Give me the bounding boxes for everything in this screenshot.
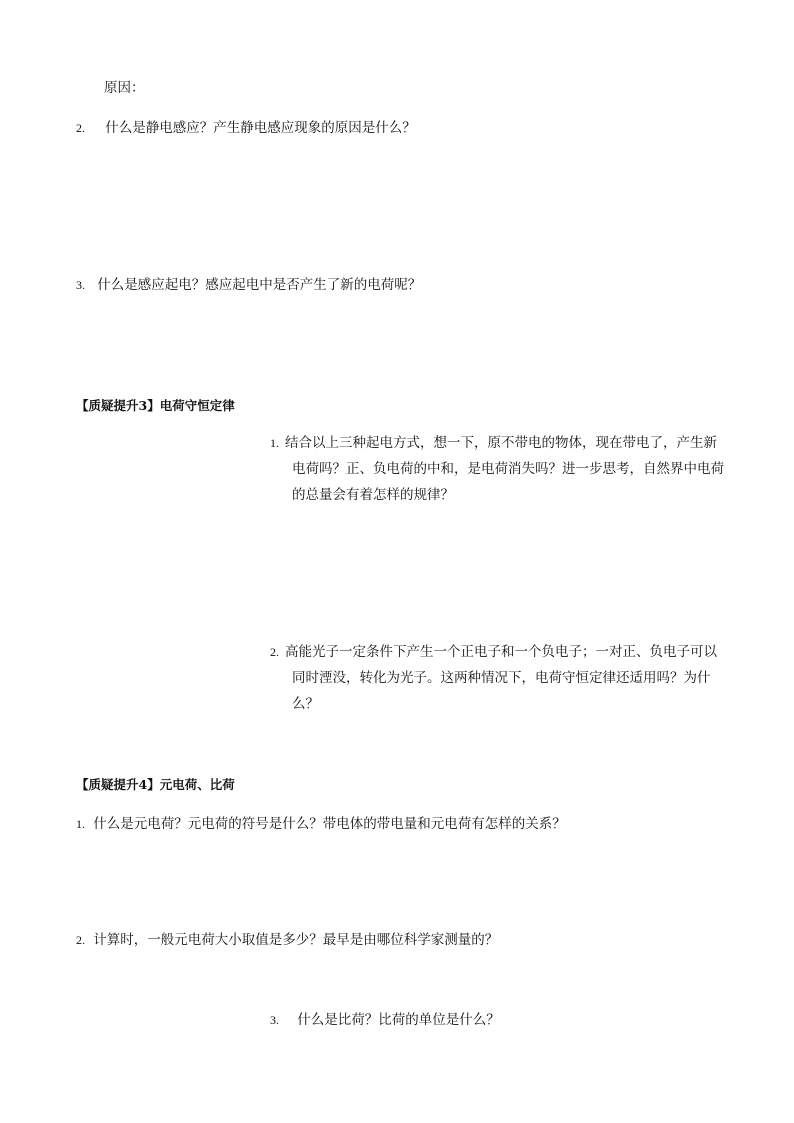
question-text: 结合以上三种起电方式，想一下，原不带电的物体，现在带电了，产生新电荷吗？正、负电荷的中和，是电荷消失吗？进一步思考，自然界中电荷的总量会有着怎样的规律？ [285,435,724,503]
question-text: 什么是静电感应？产生静电感应现象的原因是什么？ [105,120,416,136]
question-number: 3. [270,1013,279,1027]
question-number: 3. [76,278,85,292]
question-number: 2. [76,121,85,135]
question-number: 1. [270,436,279,450]
question-number: 1. [76,817,85,831]
question-1-elementary-charge [76,811,566,837]
section-heading-elementary-charge: 【质疑提升4】元电荷、比荷 [76,777,235,792]
question-text: 高能光子一定条件下产生一个正电子和一个负电子；一对正、负电子可以同时湮没，转化为光子。这两种情况下，电荷守恒定律还适用吗？为什么？ [285,644,717,712]
question-3-induction-charging [76,272,421,298]
question-number: 2. [76,933,85,947]
question-text: 计算时，一般元电荷大小取值是多少？最早是由哪位科学家测量的？ [93,932,499,948]
question-1-charge-conservation [270,430,730,508]
question-text: 什么是感应起电？感应起电中是否产生了新的电荷呢？ [97,277,422,293]
question-text: 什么是比荷？比荷的单位是什么？ [297,1012,500,1028]
question-text: 什么是元电荷？元电荷的符号是什么？带电体的带电量和元电荷有怎样的关系？ [93,816,566,832]
question-2-pair-production [270,639,730,717]
question-3-specific-charge [270,1007,500,1033]
question-number: 2. [270,645,279,659]
question-2-elementary-charge-value [76,927,498,953]
section-heading-charge-conservation: 【质疑提升3】电荷守恒定律 [76,398,235,413]
question-2-static-induction [76,115,416,141]
reason-label: 原因： [104,80,145,96]
